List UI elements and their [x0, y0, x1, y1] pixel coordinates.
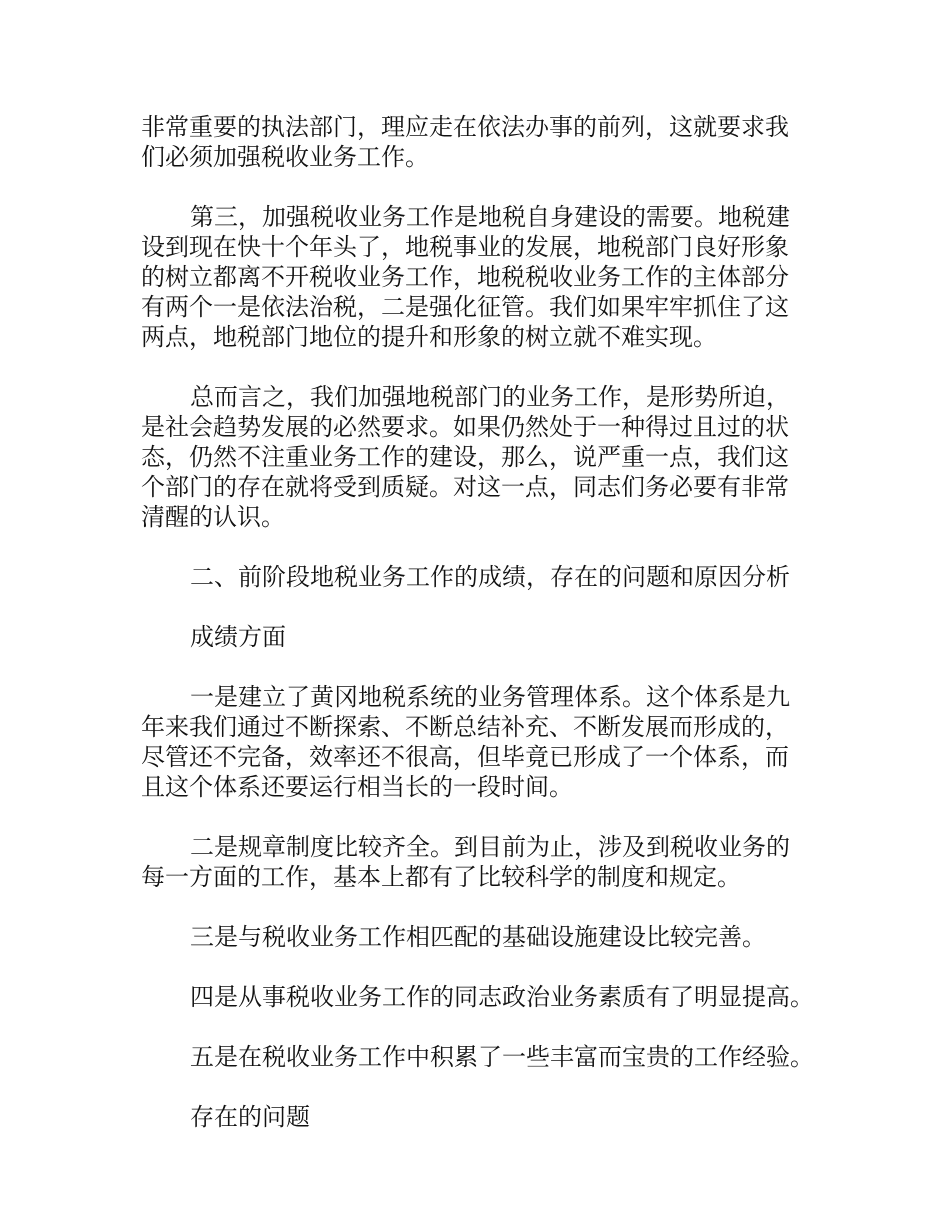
text-line: 有两个一是依法治税，二是强化征管。我们如果牢牢抓住了这 [141, 293, 789, 321]
text-line: 非常重要的执法部门，理应走在依法办事的前列，这就要求我 [141, 113, 789, 141]
text-line: 二是规章制度比较齐全。到目前为止，涉及到税收业务的 [190, 833, 790, 861]
text-line: 个部门的存在就将受到质疑。对这一点，同志们务必要有非常 [141, 473, 789, 501]
text-line: 年来我们通过不断探索、不断总结补充、不断发展而形成的， [141, 713, 789, 741]
text-line: 四是从事税收业务工作的同志政治业务素质有了明显提高。 [190, 983, 814, 1011]
text-line: 三是与税收业务工作相匹配的基础设施建设比较完善。 [190, 923, 766, 951]
section-heading-two [141, 562, 821, 592]
text-line: 每一方面的工作，基本上都有了比较科学的制度和规定。 [141, 863, 741, 891]
paragraph-achievement-four [141, 982, 821, 1012]
paragraph-law-enforcement [141, 112, 821, 172]
paragraph-achievement-two [141, 832, 821, 892]
paragraph-third-point [141, 202, 821, 352]
text-line: 两点，地税部门地位的提升和形象的树立就不难实现。 [141, 323, 717, 351]
heading-line: 存在的问题 [190, 1103, 310, 1131]
text-line: 态，仍然不注重业务工作的建设，那么，说严重一点，我们这 [141, 443, 789, 471]
text-line: 第三，加强税收业务工作是地税自身建设的需要。地税建 [190, 203, 790, 231]
text-line: 设到现在快十个年头了，地税事业的发展，地税部门良好形象 [141, 233, 789, 261]
text-line: 清醒的认识。 [141, 503, 285, 531]
text-line: 且这个体系还要运行相当长的一段时间。 [141, 773, 573, 801]
text-line: 尽管还不完备，效率还不很高，但毕竟已形成了一个体系，而 [141, 743, 789, 771]
heading-line: 成绩方面 [190, 623, 286, 651]
paragraph-achievement-five [141, 1042, 821, 1072]
text-line: 的树立都离不开税收业务工作，地税税收业务工作的主体部分 [141, 263, 789, 291]
paragraph-achievement-three [141, 922, 821, 952]
text-line: 一是建立了黄冈地税系统的业务管理体系。这个体系是九 [190, 683, 790, 711]
paragraph-summary [141, 382, 821, 532]
text-line: 是社会趋势发展的必然要求。如果仍然处于一种得过且过的状 [141, 413, 789, 441]
text-line: 们必须加强税收业务工作。 [141, 143, 429, 171]
subheading-problems [141, 1102, 821, 1132]
heading-line: 二、前阶段地税业务工作的成绩，存在的问题和原因分析 [190, 563, 790, 591]
text-line: 总而言之，我们加强地税部门的业务工作，是形势所迫， [190, 383, 790, 411]
text-line: 五是在税收业务工作中积累了一些丰富而宝贵的工作经验。 [190, 1043, 814, 1071]
subheading-achievements [141, 622, 821, 652]
paragraph-achievement-one [141, 682, 821, 802]
document-page [141, 112, 821, 1162]
